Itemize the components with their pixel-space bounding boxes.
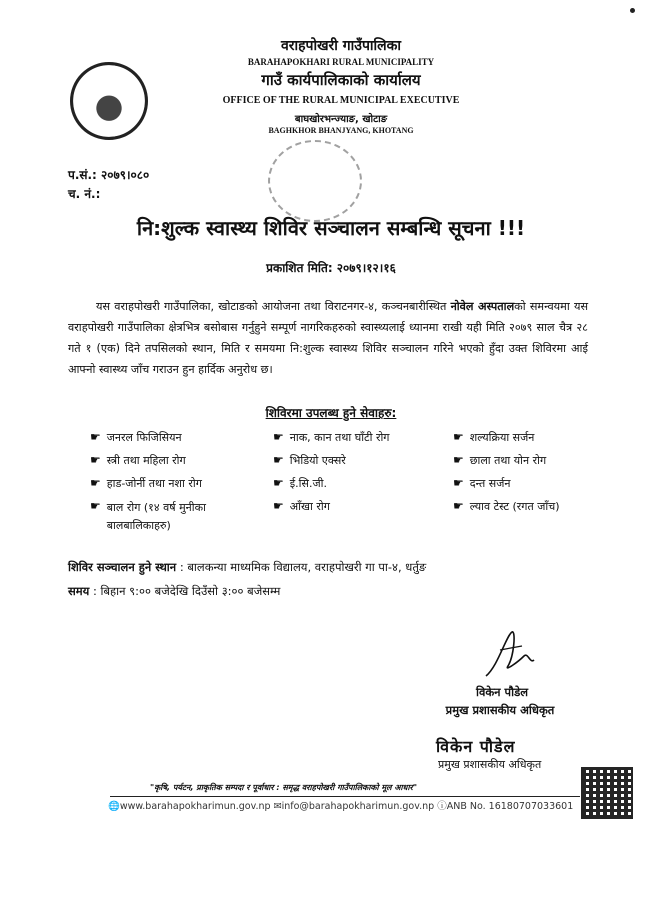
service-item: ☛ बाल रोग (१४ वर्ष मुनीका बालबालिकाहरु) [90,499,206,532]
pointing-hand-icon: ☛ [90,453,101,467]
service-item: ☛ शल्यक्रिया सर्जन [453,430,535,444]
services-heading: शिविरमा उपलब्ध हुने सेवाहरु: [265,406,397,420]
services-column-3 [453,430,633,522]
signatory-title: प्रमुख प्रशासकीय अधिकृत [445,703,555,717]
office-name-en: BARAHAPOKHARI RURAL MUNICIPALITY [247,57,435,67]
service-item: ☛ भिडियो एक्सरे [273,453,346,467]
website-link[interactable]: www.barahapokharimun.gov.np [119,801,271,812]
patra-sankhya: प.सं.: २०७९।०८० [68,168,150,182]
pointing-hand-icon: ☛ [273,430,284,444]
pointing-hand-icon: ☛ [273,499,284,513]
handwritten-signature [478,626,538,684]
service-item: ☛ ई.सि.जी. [273,476,327,490]
name-stamp: विकेन पौडेल [436,737,516,756]
camp-time [68,584,280,599]
pointing-hand-icon: ☛ [453,453,464,467]
service-item: ☛ दन्त सर्जन [453,476,511,490]
notice-body [68,296,588,380]
service-item: ☛ ल्याव टेस्ट (रगत जाँच) [453,499,560,513]
info-icon: ⓘ [437,801,447,812]
qr-code [581,767,633,819]
globe-icon: 🌐 [108,801,120,812]
anb-number: ANB No. 16180707033601 [446,801,574,812]
camp-venue [68,560,426,575]
office-stamp [268,140,362,222]
notice-title: नि:शुल्क स्वास्थ्य शिविर सञ्चालन सम्बन्धि सूचना !!! [136,216,526,240]
pointing-hand-icon: ☛ [453,499,464,513]
signatory-name: विकेन पौडेल [475,685,529,699]
pointing-hand-icon: ☛ [273,453,284,467]
email-link[interactable]: info@barahapokharimun.gov.np [281,801,435,812]
title-stamp: प्रमुख प्रशासकीय अधिकृत [438,758,542,771]
office-name-np: वराहपोखरी गाउँपालिका [280,38,402,54]
service-item: ☛ स्त्री तथा महिला रोग [90,453,186,467]
hospital-name: नोवेल अस्पताल [450,300,515,313]
address-en: BAGHKHOR BHANJYANG, KHOTANG [268,126,414,135]
pointing-hand-icon: ☛ [90,476,101,490]
time-value: : बिहान ९:०० बजेदेखि दिउँसो ३:०० बजेसम्म [89,584,281,598]
pointing-hand-icon: ☛ [453,476,464,490]
footer-contact [108,798,573,812]
services-column-1 [90,430,260,535]
pointing-hand-icon: ☛ [273,476,284,490]
venue-label: शिविर सञ्चालन हुने स्थान [68,560,177,574]
service-item: ☛ आँखा रोग [273,499,330,513]
address-np: बाघखोरभन्ज्याङ, खोटाङ [294,114,388,125]
pointing-hand-icon: ☛ [90,430,101,444]
service-item: ☛ हाड-जोर्नी तथा नशा रोग [90,476,202,490]
pointing-hand-icon: ☛ [453,430,464,444]
venue-value: : बालकन्या माध्यमिक विद्यालय, वराहपोखरी गा पा-४, धर्तुङ [176,560,427,574]
published-date: प्रकाशित मिति: २०७९।१२।१६ [266,261,396,275]
executive-office-np: गाउँ कार्यपालिकाको कार्यालय [261,71,421,89]
emblem-logo [70,62,148,140]
municipality-motto: "कृषि, पर्यटन, प्राकृतिक सम्पदा र पूर्वाधार : समृद्ध वराहपोखरी गाउँपालिकाको मूल आधार" [150,783,417,792]
pointing-hand-icon: ☛ [90,499,101,513]
footer-divider [110,796,580,797]
service-item: ☛ नाक, कान तथा घाँटी रोग [273,430,390,444]
service-item: ☛ छाला तथा योन रोग [453,453,547,467]
body-part1: यस वराहपोखरी गाउँपालिका, खोटाङको आयोजना तथा विराटनगर-४, कञ्चनबारीस्थित [96,300,451,313]
time-label: समय [68,584,90,598]
body-part2: को समन्वयमा यस वराहपोखरी गाउँपालिका क्षेत्रभित्र बसोबास गर्नुहुने सम्पूर्ण नागरिकहरुको स्वास्थ्यलाई ध्यानमा राखी यही मिति २०७९ साल चैत्र २८ गते १ (एक) दिने तपसिलको स्थान, मिति र समयमा नि:शुल्क स्वास्थ्य शिविर सञ्चालन गरिने भएको हुँदा उक्त शिविरमा आई आफ्नो स्वास्थ्य जाँच गराउन हुन हार्दिक अनुरोध छ। [68,300,589,376]
chalani-number: च. नं.: [68,187,101,201]
mail-icon: ✉ [273,801,282,812]
services-column-2 [273,430,443,522]
executive-office-en: OFFICE OF THE RURAL MUNICIPAL EXECUTIVE [222,95,460,106]
service-item: ☛ जनरल फिजिसियन [90,430,182,444]
corner-mark [630,8,635,13]
